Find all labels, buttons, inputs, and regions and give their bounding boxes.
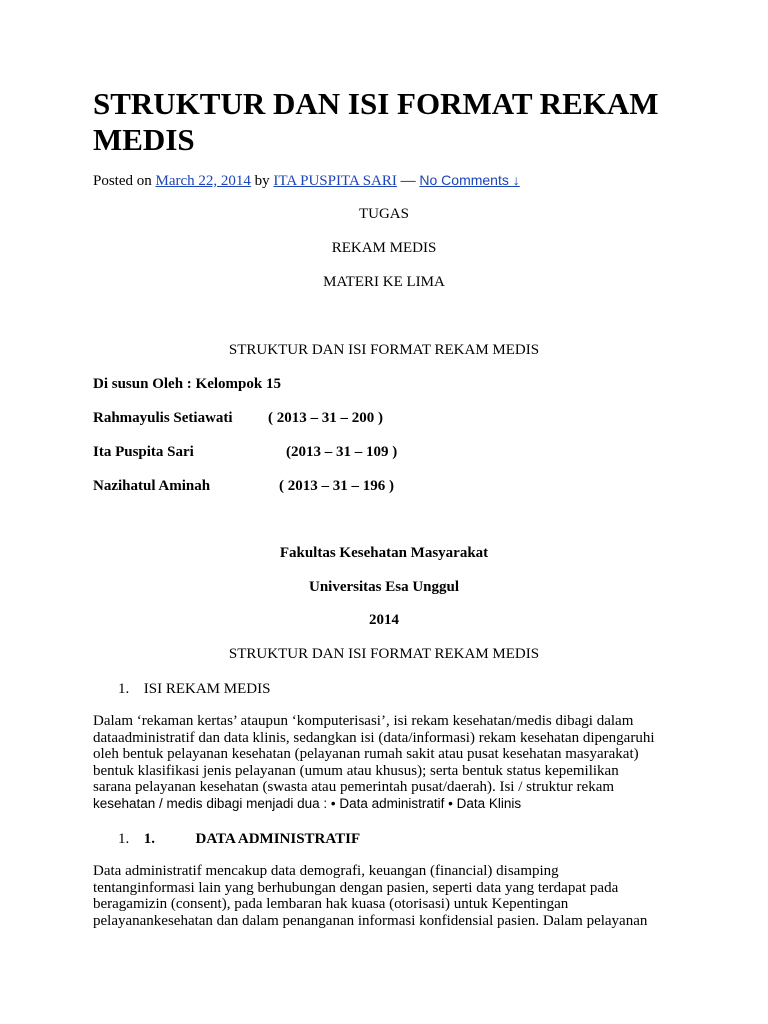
meta-dash: — [400,173,416,189]
by-label: by [254,173,270,189]
cover-line-materi: MATERI KE LIMA [323,274,445,290]
paragraph-line-part: • Data administratif • Data Klinis [330,795,522,811]
group-label: Di susun Oleh : Kelompok 15 [93,376,281,392]
paragraph-line: beragamizin (consent), pada lembaran hak kuasa (otorisasi) untuk Kepentingan [93,896,569,912]
author-nim: ( 2013 – 31 – 196 ) [279,478,394,494]
cover-line-struktur: STRUKTUR DAN ISI FORMAT REKAM MEDIS [228,342,540,358]
section-heading: STRUKTUR DAN ISI FORMAT REKAM MEDIS [228,646,540,662]
faculty-name: Fakultas Kesehatan Masyarakat [279,545,489,561]
paragraph-line [93,796,713,813]
cover-line-rekam-medis: REKAM MEDIS [331,240,437,256]
author-name: Ita Puspita Sari [93,444,194,460]
paragraph-line: oleh bentuk pelayanan kesehatan (pelayanan rumah sakit atau pusat kesehatan masyarakat) [93,746,639,762]
posted-on-label: Posted on [93,173,152,189]
paragraph-data-administratif [93,863,713,929]
paragraph-line: bentuk klasifikasi jenis pelayanan (umum atau khusus); serta bentuk status kepemilikan [93,762,619,779]
list-item-data-administratif [118,829,360,849]
paragraph-line: pelayanankesehatan dan dalam penanganan informasi konfidensial pasien. Dalam pelayanan [93,912,648,929]
cover-line-tugas: TUGAS [358,206,409,222]
paragraph-line: tentanginformasi lain yang berhubungan dengan pasien, seperti data yang terdapat pada [93,879,619,896]
paragraph-line: Data administratif mencakup data demografi, keuangan (financial) disamping [93,863,559,879]
list-number: 1. [118,681,130,697]
sub-number: 1. [143,831,155,847]
comments-link[interactable]: No Comments ↓ [419,172,520,188]
post-meta [93,170,520,191]
paragraph-line: Dalam ‘rekaman kertas’ ataupun ‘komputerisasi’, isi rekam kesehatan/medis dibagi dalam [93,713,634,729]
author-name: Nazihatul Aminah [93,478,211,494]
list-item-label: DATA ADMINISTRATIF [195,831,361,847]
paragraph-line-part: kesehatan / medis dibagi menjadi dua : [93,795,331,811]
author-nim: ( 2013 – 31 – 200 ) [268,410,383,426]
list-number: 1. [118,831,130,847]
list-item-label: ISI REKAM MEDIS [143,681,271,697]
paragraph-line: dataadministratif dan data klinis, sedangkan isi (data/informasi) rekam kesehatan dipengaruhi [93,729,655,746]
university-name: Universitas Esa Unggul [308,579,460,595]
post-date-link[interactable]: March 22, 2014 [155,173,251,189]
author-name: Rahmayulis Setiawati [93,410,233,426]
year: 2014 [369,612,399,628]
author-nim: (2013 – 31 – 109 ) [286,444,398,460]
paragraph-line: sarana pelayanan kesehatan (swasta atau pemerintah pusat/daerah). Isi / struktur rekam [93,779,615,795]
list-item-isi-rekam-medis [118,679,270,699]
author-link[interactable]: ITA PUSPITA SARI [273,173,397,189]
page-title: STRUKTUR DAN ISI FORMAT REKAM MEDIS [93,86,659,157]
paragraph-isi-rekam-medis [93,713,713,812]
